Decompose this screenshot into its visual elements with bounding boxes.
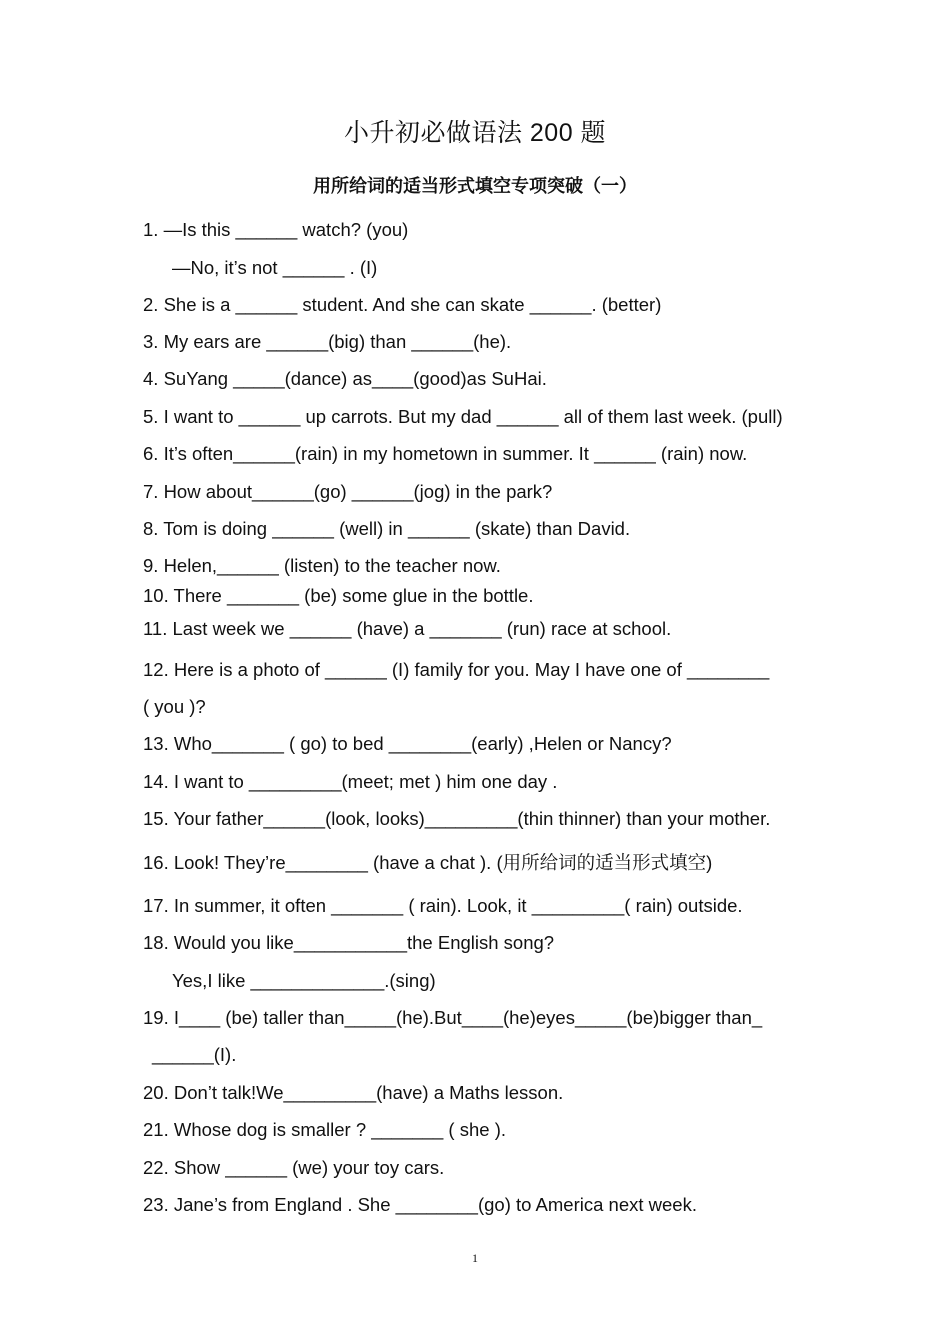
exercise-line: 5. I want to ______ up carrots. But my dad ______ all of them last week. (pull): [143, 406, 783, 427]
exercise-line: 22. Show ______ (we) your toy cars.: [143, 1157, 445, 1178]
exercise-line: 10. There _______ (be) some glue in the bottle.: [143, 585, 534, 606]
exercise-line: 6. It’s often______(rain) in my hometown in summer. It ______ (rain) now.: [143, 443, 748, 464]
exercise-line: 18. Would you like___________the English song?: [143, 932, 555, 953]
exercise-line: 9. Helen,______ (listen) to the teacher now.: [143, 555, 501, 576]
exercise-line: —No, it’s not ______ . (I): [172, 257, 378, 278]
exercise-line: 23. Jane’s from England . She ________(go) to America next week.: [143, 1194, 697, 1215]
page-number: 1: [472, 1251, 478, 1265]
exercise-line: ( you )?: [143, 696, 206, 717]
page-subtitle: 用所给词的适当形式填空专项突破（一）: [313, 176, 637, 196]
exercise-line: 4. SuYang _____(dance) as____(good)as SuHai.: [143, 368, 547, 389]
page-title: 小升初必做语法 200 题: [343, 119, 607, 147]
exercise-line: 17. In summer, it often _______ ( rain). Look, it _________( rain) outside.: [143, 895, 743, 916]
exercise-line: 14. I want to _________(meet; met ) him one day .: [143, 771, 558, 792]
exercise-line: 21. Whose dog is smaller ? _______ ( she ).: [143, 1119, 506, 1140]
exercise-line: 16. Look! They’re________ (have a chat ). (用所给词的适当形式填空): [143, 852, 713, 873]
exercise-line: 20. Don’t talk!We_________(have) a Maths lesson.: [143, 1082, 564, 1103]
exercise-line: 2. She is a ______ student. And she can skate ______. (better): [143, 294, 662, 315]
exercise-line: 8. Tom is doing ______ (well) in ______ (skate) than David.: [143, 518, 631, 539]
exercise-line: ______(I).: [152, 1044, 237, 1065]
exercise-line: Yes,I like _____________.(sing): [172, 970, 436, 991]
exercise-line: 13. Who_______ ( go) to bed ________(early) ,Helen or Nancy?: [143, 733, 672, 754]
exercise-line: 7. How about______(go) ______(jog) in the park?: [143, 481, 553, 502]
exercise-line: 15. Your father______(look, looks)_________(thin thinner) than your mother.: [143, 808, 771, 829]
exercise-line: 19. I____ (be) taller than_____(he).But____(he)eyes_____(be)bigger than_: [143, 1007, 763, 1028]
exercise-line: 3. My ears are ______(big) than ______(he).: [143, 331, 512, 352]
exercise-line: 11. Last week we ______ (have) a _______ (run) race at school.: [143, 618, 672, 639]
exercise-line: 12. Here is a photo of ______ (I) family for you. May I have one of ________: [143, 659, 770, 680]
exercise-line: 1. —Is this ______ watch? (you): [143, 219, 409, 240]
